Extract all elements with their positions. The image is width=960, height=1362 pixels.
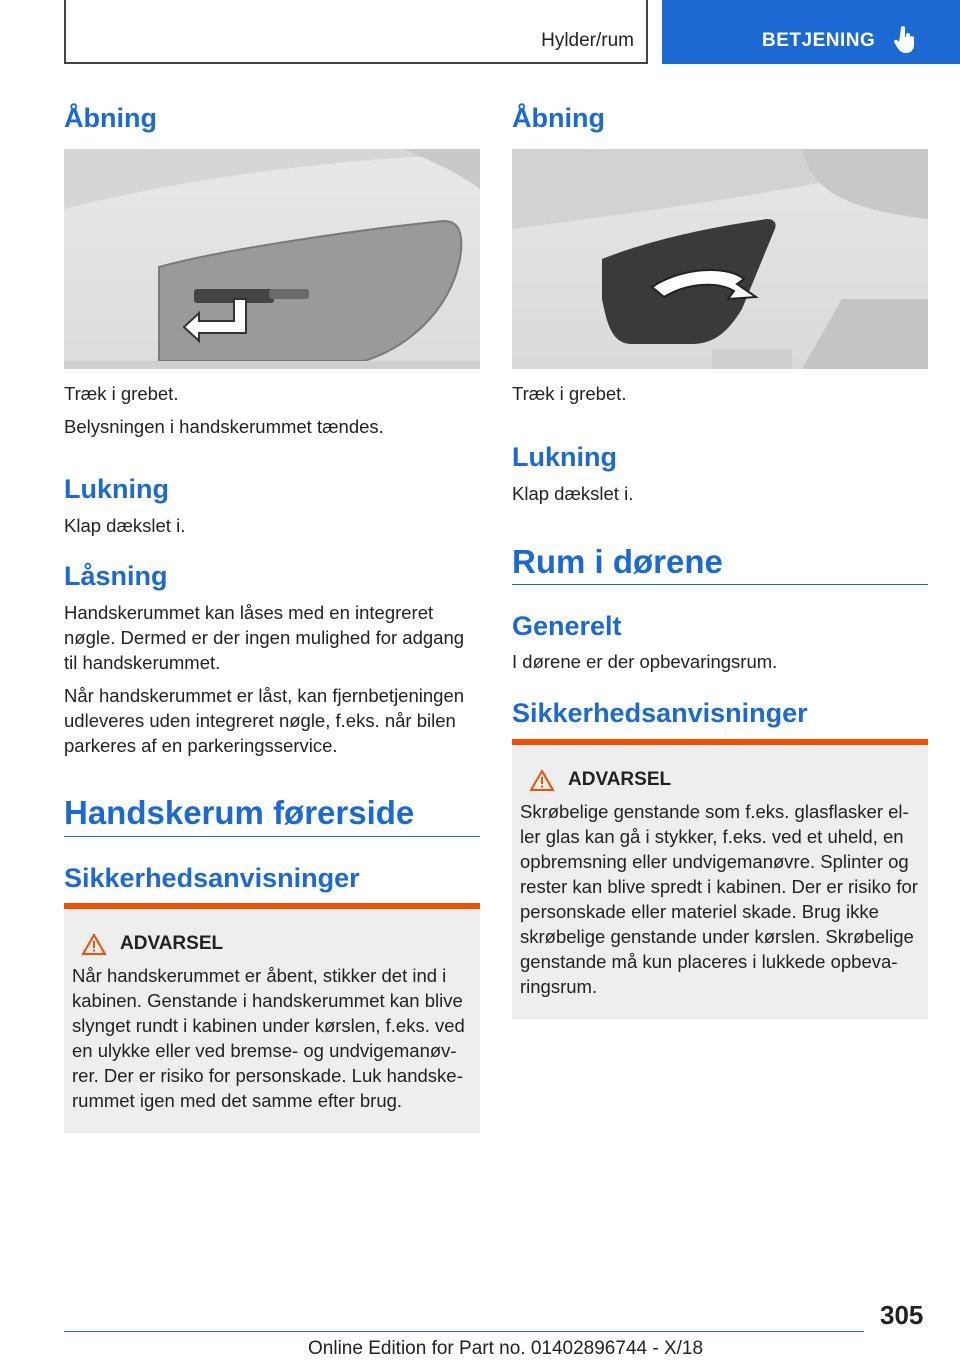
heading-door-compartments: Rum i dørene (512, 543, 723, 580)
heading-safety: Sikkerhedsanvisninger (512, 698, 808, 728)
text-locking-1: Handskerummet kan låses med en integreret nøgle. Dermed er der ingen mulighed for adgang til handskerummet. (64, 602, 465, 673)
text-general: I dørene er der opbevaringsrum. (512, 651, 778, 672)
glovebox-passenger-figure (512, 149, 928, 369)
footer-edition: Online Edition for Part no. 01402896744 - X/18 (308, 1338, 704, 1359)
section-rule (512, 584, 928, 585)
heading-closing: Lukning (512, 442, 617, 472)
warning-triangle-icon (82, 934, 106, 955)
header-section-label: Hylder/rum (541, 30, 634, 51)
warning-title (82, 933, 472, 955)
warning-title-text: ADVARSEL (568, 769, 672, 790)
text-locking-2: Når handskerummet er låst, kan fjernbetjeningen udleveres uden integreret nøgle, f.eks. når bilen parkeres af en parkeringsservice. (64, 685, 465, 756)
warning-text: Når handskerummet er åbent, stikker det ind i kabinen. Genstande i handskerummet kan blive slynget rundt i kabinen under kørslen, f.eks. ved en ulykke eller ved bremse- og undvigemanøvrer. Der er risiko for personskade. Luk handskerummet igen med det samme efter brug. (72, 965, 465, 1111)
hand-pointer-icon (894, 26, 916, 54)
heading-glovebox-driver: Handskerum førerside (64, 794, 415, 831)
warning-title (530, 769, 920, 791)
heading-closing: Lukning (64, 474, 169, 504)
section-rule (64, 836, 480, 837)
warning-box (64, 903, 480, 1133)
text-pull-handle: Træk i grebet. (512, 383, 627, 404)
page-number: 305 (880, 1300, 924, 1330)
warning-triangle-icon (530, 770, 554, 791)
text-close-cover: Klap dækslet i. (512, 483, 634, 504)
heading-opening: Åbning (512, 103, 605, 133)
header-chapter-tab[interactable] (662, 0, 960, 64)
glovebox-open-figure (64, 149, 480, 369)
glovebox-illustration (64, 149, 480, 369)
heading-locking: Låsning (64, 561, 168, 591)
footer-rule (64, 1331, 864, 1332)
warning-box (512, 739, 928, 1019)
heading-safety: Sikkerhedsanvisninger (64, 863, 360, 893)
header-section-box (64, 0, 648, 64)
text-light-on: Belysningen i handskerummet tændes. (64, 416, 384, 437)
warning-title-text: ADVARSEL (120, 933, 224, 954)
text-pull-handle: Træk i grebet. (64, 383, 179, 404)
warning-text: Skrøbelige genstande som f.eks. glasflasker eller glas kan gå i stykker, f.eks. ved et uheld, en opbremsning eller undvigemanøvre. Splinter og rester kan blive spredt i kabinen. Der er risiko for personskade eller materiel skade. Brug ikke skrøbelige genstande under kørslen. Skrøbelige genstande må kun placeres i lukkede opbevaringsrum. (520, 801, 918, 997)
glovebox-dark-illustration (512, 149, 928, 369)
heading-opening: Åbning (64, 103, 157, 133)
text-close-cover: Klap dækslet i. (64, 515, 186, 536)
header-chapter-label: BETJENING (762, 30, 876, 51)
heading-general: Generelt (512, 611, 622, 641)
